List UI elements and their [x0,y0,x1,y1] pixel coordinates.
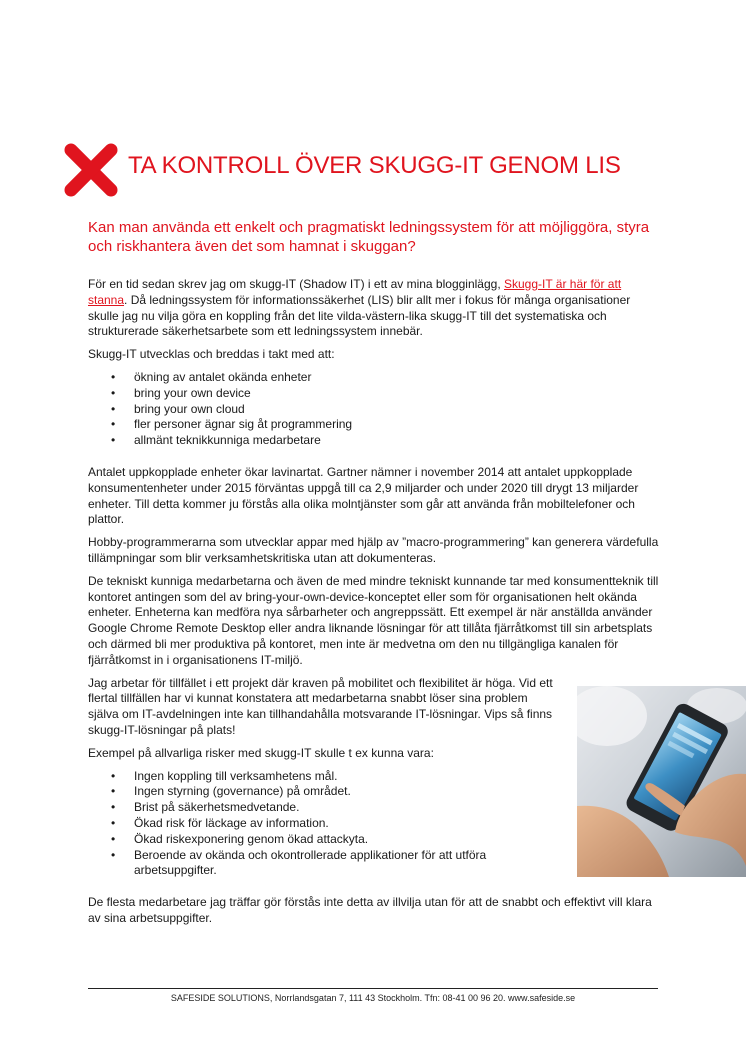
intro-paragraph [88,277,660,340]
smartphone-photo [577,686,746,877]
risks-list [88,769,558,880]
footer-text: SAFESIDE SOLUTIONS, Norrlandsgatan 7, 111 43 Stockholm. Tfn: 08-41 00 96 20. www.safeside.se [170,993,576,1003]
list-item: • Ingen styrning (governance) på området. [88,784,558,800]
footer-divider [88,988,658,989]
drivers-list [88,370,660,449]
risks-intro: Exempel på allvarliga risker med skugg-IT skulle t ex kunna vara: [88,745,434,760]
list-item: • ökning av antalet okända enheter [88,370,660,386]
list-item: • Ökad riskexponering genom ökad attackyta. [88,832,558,848]
blog-post-link[interactable]: Skugg-IT är här för att stanna [88,277,622,307]
list-item: • allmänt teknikkunniga medarbetare [88,433,660,449]
drivers-intro: Skugg-IT utvecklas och breddas i takt med att: [88,347,335,362]
red-x-mark-icon [62,141,120,199]
closing-paragraph: De flesta medarbetare jag träffar gör förstås inte detta av illvilja utan för att de snabbt och effektivt vill klara av sina arbetsuppgifter. [88,895,652,925]
list-item: • Beroende av okända och okontrollerade applikationer för att utföra arbetsuppgifter. [88,848,558,880]
list-item: • bring your own cloud [88,402,660,418]
skilled-staff-paragraph: De tekniskt kunniga medarbetarna och även de med mindre tekniskt kunnande tar med konsumentteknik till kontoret antingen som del av bring-your-own-device-konceptet eller som för organisationen helt okända enheter. Enheterna kan medföra nya sårbarheter och angreppssätt. Ett exempel är när anställda använder Google Chrome Remote Desktop eller andra liknande lösningar för att tillåta fjärråtkomst till sin arbetsplats och därmed bli mer produktiva på kontoret, men inte är medvetna om den nu tillgängliga kanalen för fjärråtkomst in i organisationens IT-miljö. [88,573,659,667]
intro-text-start: För en tid sedan skrev jag om skugg-IT (Shadow IT) i ett av mina blogginlägg, [88,277,504,291]
project-paragraph: Jag arbetar för tillfället i ett projekt där kraven på mobilitet och flexibilitet är höga. Vid ett flertal tillfällen har vi kunnat konstatera att medarbetarna snabbt löser sina problem själva om IT-avdelningen inte kan tillhandahålla motsvarande IT-lösningar. Vips så finns skugg-IT-lösningar på plats! [88,675,553,737]
list-item: • fler personer ägnar sig åt programmering [88,417,660,433]
list-item: • Ingen koppling till verksamhetens mål. [88,769,558,785]
page-title: TA KONTROLL ÖVER SKUGG-IT GENOM LIS [128,152,621,179]
list-item: • Ökad risk för läckage av information. [88,816,558,832]
list-item: • bring your own device [88,386,660,402]
article-body [88,277,660,934]
hobby-programmers-paragraph: Hobby-programmerarna som utvecklar appar med hjälp av ”macro-programmering” kan generera värdefulla tillämpningar som blir verksamhetskritiska utan att dokumenteras. [88,535,659,565]
intro-text-end: . Då ledningssystem för informationssäkerhet (LIS) blir allt mer i fokus för många organisationer skulle jag nu vilja göra en koppling från det lite vilda-västern-lika skugg-IT till det systematiska och strukturerade säkerhetsarbete som ett ledningssystem innebär. [88,292,631,339]
devices-paragraph: Antalet uppkopplade enheter ökar lavinartat. Gartner nämner i november 2014 att antalet uppkopplade konsumentenheter under 2015 förväntas uppgå till ca 2,9 miljarder och under 2020 till drygt 13 miljarder enheter. Till detta kommer ju förstås alla olika molntjänster som går att använda från mobiltelefoner och plattor. [88,464,639,527]
lead-question: Kan man använda ett enkelt och pragmatiskt ledningssystem för att möjliggöra, styra och riskhantera även det som hamnat i skuggan? [88,219,650,255]
list-item: • Brist på säkerhetsmedvetande. [88,800,558,816]
